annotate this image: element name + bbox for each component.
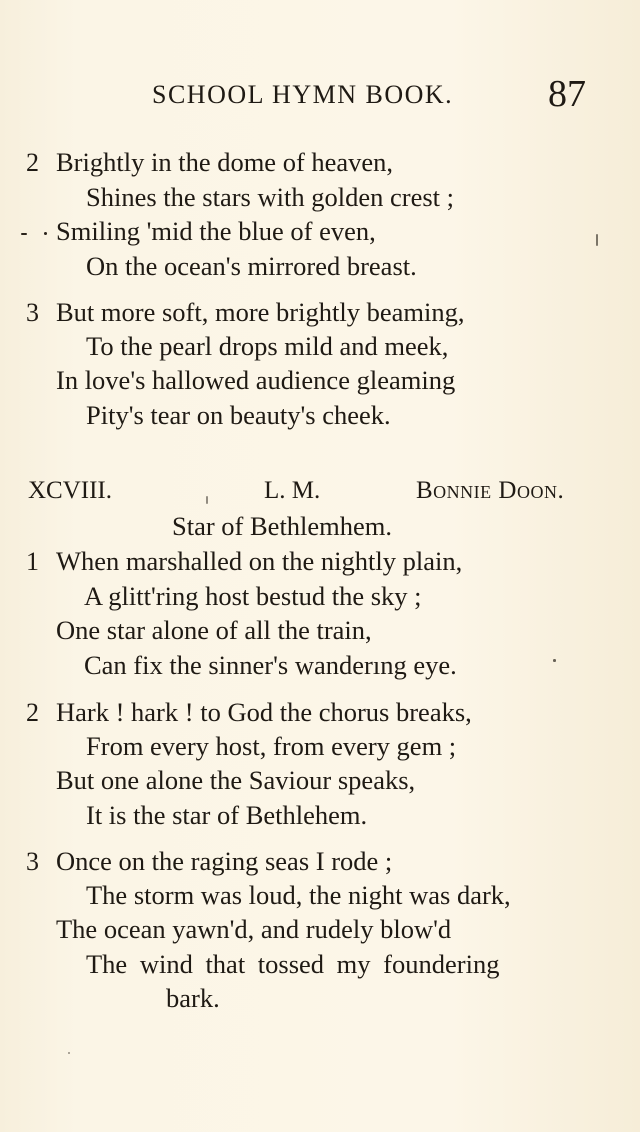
stanza-number: 3: [26, 298, 39, 327]
verse-line: The storm was loud, the night was dark,: [86, 880, 511, 910]
running-head: SCHOOL HYMN BOOK.: [152, 80, 454, 109]
verse-line: It is the star of Bethlehem.: [86, 800, 368, 830]
page-header: [0, 72, 640, 122]
print-speck: [21, 233, 27, 235]
verse-line: On the ocean's mirrored breast.: [86, 251, 417, 281]
verse-line: Once on the raging seas I rode ;: [56, 846, 393, 876]
verse-line: From every host, from every gem ;: [86, 731, 457, 761]
print-speck: [596, 234, 598, 246]
verse-line: Smiling 'mid the blue of even,: [56, 216, 376, 246]
hymn-numeral: XCVIII.: [28, 477, 113, 504]
verse-line: To the pearl drops mild and meek,: [86, 331, 449, 361]
stanza-number: 2: [26, 148, 39, 177]
stanza-number: 3: [26, 847, 39, 876]
page-number: 87: [548, 73, 586, 115]
verse-line: One star alone of all the train,: [56, 615, 372, 645]
verse-line: Shines the stars with golden crest ;: [86, 182, 454, 212]
verse-line: But more soft, more brightly beaming,: [56, 297, 465, 327]
verse-line: When marshalled on the nightly plain,: [56, 546, 463, 576]
print-speck: [68, 1052, 70, 1054]
verse-line: In love's hallowed audience gleaming: [56, 365, 456, 395]
hymn-title: Star of Bethlemhem.: [172, 511, 393, 541]
verse-line: Brightly in the dome of heaven,: [56, 147, 394, 177]
verse-line: The wind that tossed my foundering: [86, 949, 500, 979]
verse-line: bark.: [166, 983, 220, 1013]
print-speck: [553, 659, 556, 662]
verse-line: A glitt'ring host bestud the sky ;: [84, 581, 422, 611]
hymn-meter: L. M.: [264, 477, 321, 504]
stanza-number: 2: [26, 698, 39, 727]
verse-line: Hark ! hark ! to God the chorus breaks,: [56, 697, 472, 727]
print-speck: [206, 496, 208, 504]
verse-line: Pity's tear on beauty's cheek.: [86, 400, 391, 430]
verse-line: The ocean yawn'd, and rudely blow'd: [56, 914, 452, 944]
verse-line: Can fix the sinner's wanderıng eye.: [84, 650, 457, 680]
stanza-number: 1: [26, 547, 39, 576]
hymn-tune: Bonnie Doon.: [416, 477, 565, 504]
print-speck: [44, 232, 47, 235]
verse-line: But one alone the Saviour speaks,: [56, 765, 416, 795]
